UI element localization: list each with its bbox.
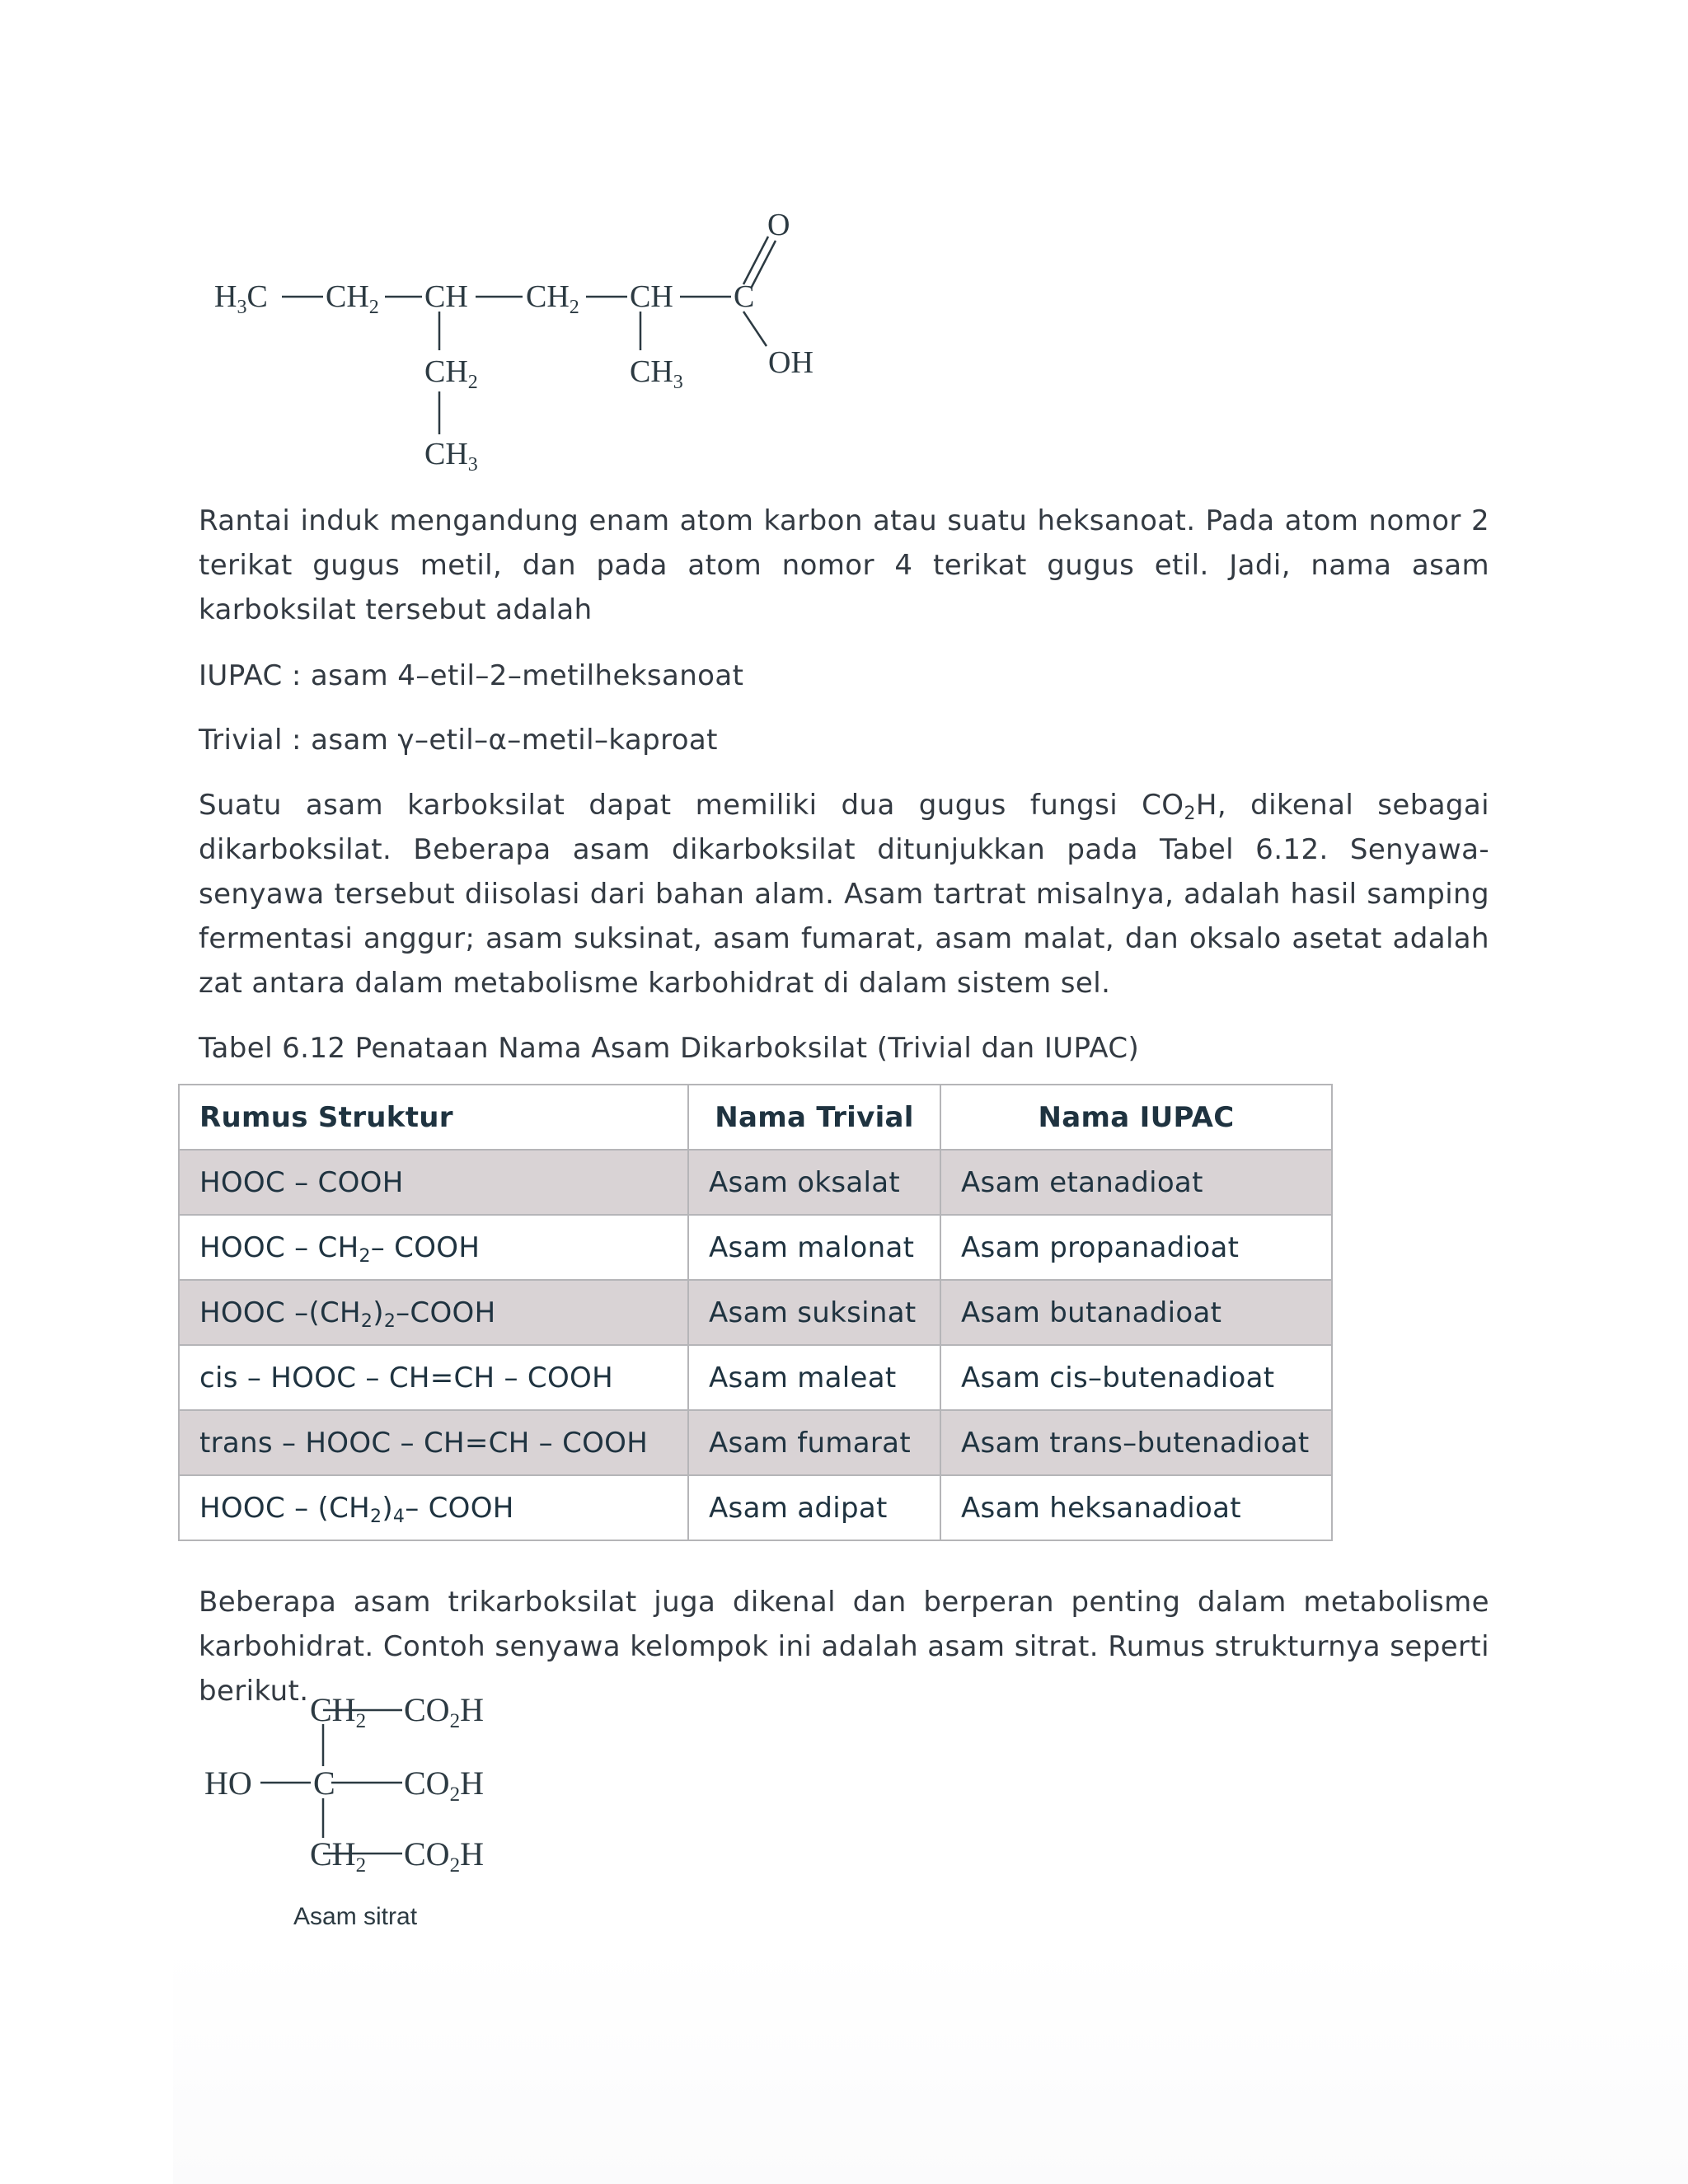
svg-text:CH3: $CH_3$ [424,437,478,476]
svg-text:CO2H: $CO_2H$ [404,1765,484,1806]
paragraph-trikarboksilat: Beberapa asam trikarboksilat juga dikenal dan berperan penting dalam metabolisme karbohidrat. Contoh senyawa kelompok ini adalah asam sitrat. Rumus strukturnya seperti berikut. [199,1586,1489,1708]
header-rumus-struktur: Rumus Struktur [179,1085,688,1150]
svg-text:CH3: $CH_3$ [630,354,683,393]
table-header-row [179,1085,1332,1150]
svg-text:O: O [767,208,790,242]
trivial-cell: Asam suksinat [688,1280,940,1345]
paragraph-dikarboksilat: Suatu asam karboksilat dapat memiliki dua gugus fungsi $CO_2H$, dikenal sebagai dikarboksilat. Beberapa asam dikarboksilat ditunjukkan pada Tabel 6.12. Senyawa-senyawa tersebut diisolasi dari bahan alam. Asam tartrat misalnya, adalah hasil samping fermentasi anggur; asam suksinat, asam fumarat, asam malat, dan oksalo asetat adalah zat antara dalam metabolisme karbohidrat di dalam sistem sel. [199,789,1489,1000]
formula-cell: trans – HOOC – CH=CH – COOH [179,1410,688,1475]
header-nama-trivial: Nama Trivial [688,1085,940,1150]
svg-text:CH2: $CH_2$ [310,1691,367,1732]
structure-4-etil-2-metilheksanoat [198,202,841,482]
dicarboxylic-acid-table [178,1084,1333,1541]
table-row [179,1150,1332,1215]
svg-text:HO: HO [204,1765,252,1802]
iupac-cell: Asam trans–butenadioat [940,1410,1332,1475]
svg-text:OH: OH [768,345,814,380]
svg-text:CH2: $CH_2$ [310,1835,367,1877]
iupac-cell: Asam butanadioat [940,1280,1332,1345]
trivial-cell: Asam adipat [688,1475,940,1540]
page-bottom-shade [173,1945,1688,2184]
svg-text:CH: CH [630,279,673,314]
structure-asam-sitrat [198,1681,528,1937]
table-row [179,1475,1332,1540]
formula-cell: HOOC $-(CH_2)_2$–COOH [179,1280,688,1345]
table-row [179,1410,1332,1475]
svg-text:CO2H: $CO_2H$ [404,1691,484,1732]
table-row [179,1215,1332,1280]
svg-text:C: C [734,279,755,314]
trivial-cell: Asam malonat [688,1215,940,1280]
trivial-name-line: Trivial : asam γ–etil–α–metil–kaproat [199,724,718,757]
trivial-cell: Asam fumarat [688,1410,940,1475]
svg-text:CH2: $CH_2$ [526,279,579,318]
formula-cell: HOOC – $CH_2-$ COOH [179,1215,688,1280]
formula-cell: HOOC – $(CH_2)_4-$ COOH [179,1475,688,1540]
iupac-cell: Asam cis–butenadioat [940,1345,1332,1410]
iupac-cell: Asam propanadioat [940,1215,1332,1280]
formula-cell: HOOC – COOH [179,1150,688,1215]
table-caption: Tabel 6.12 Penataan Nama Asam Dikarboksilat (Trivial dan IUPAC) [199,1032,1140,1065]
svg-text:C: C [313,1765,335,1802]
iupac-cell: Asam etanadioat [940,1150,1332,1215]
svg-text:CO2H: $CO_2H$ [404,1835,484,1877]
iupac-name-line: IUPAC : asam 4–etil–2–metilheksanoat [199,659,744,692]
table-row [179,1280,1332,1345]
formula-cell: cis – HOOC – CH=CH – COOH [179,1345,688,1410]
svg-text:H3C: $H_3C$ [214,279,268,318]
header-nama-iupac: Nama IUPAC [940,1085,1332,1150]
table-row [179,1345,1332,1410]
iupac-cell: Asam heksanadioat [940,1475,1332,1540]
structure-caption: Asam sitrat [293,1903,418,1930]
svg-text:CH2: $CH_2$ [424,354,478,393]
svg-text:CH2: $CH_2$ [326,279,379,318]
svg-text:CH: CH [424,279,468,314]
trivial-cell: Asam oksalat [688,1150,940,1215]
paragraph-rantai-induk: Rantai induk mengandung enam atom karbon atau suatu heksanoat. Pada atom nomor 2 terikat gugus metil, dan pada atom nomor 4 terikat gugus etil. Jadi, nama asam karboksilat tersebut adalah [199,504,1489,626]
trivial-cell: Asam maleat [688,1345,940,1410]
